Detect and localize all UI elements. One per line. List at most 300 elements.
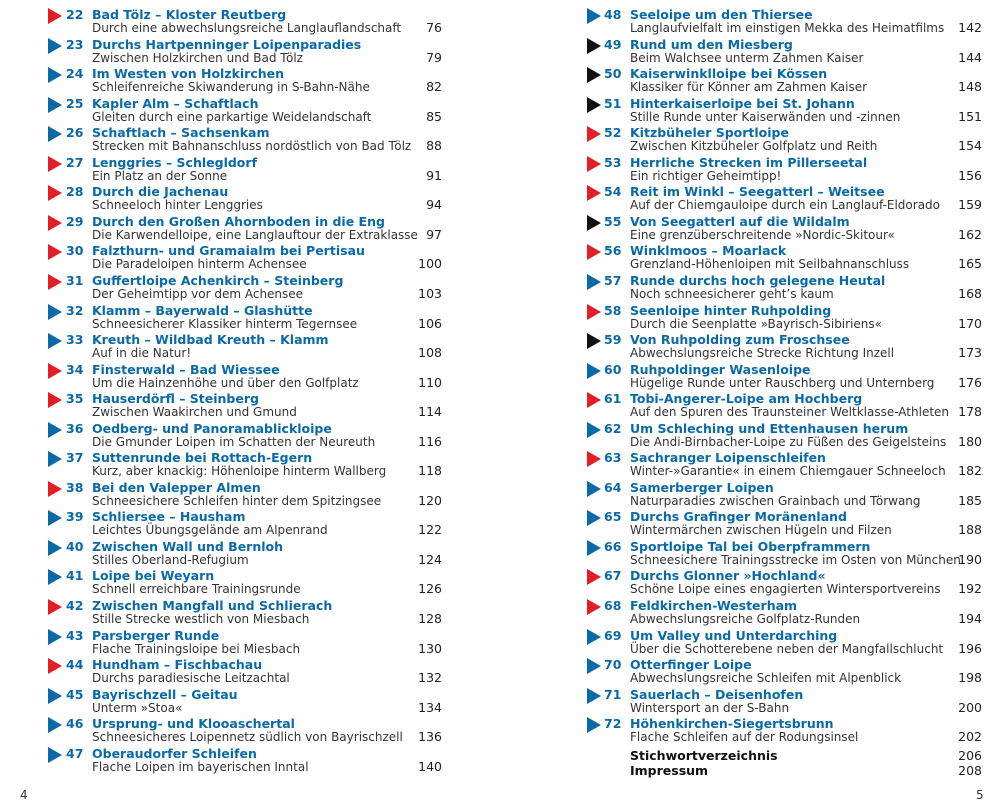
entry-number: 59 [604, 332, 622, 348]
entry-title[interactable]: Sportloipe Tal bei Oberpframmern [630, 538, 871, 554]
entry-subtitle: Gleiten durch eine parkartige Weidelandschaft [92, 109, 372, 124]
entry-title[interactable]: Reit im Winkl – Seegatterl – Weitsee [630, 184, 885, 200]
entry-page-number: 134 [418, 699, 442, 715]
triangle-marker-icon [48, 481, 62, 497]
entry-number: 64 [604, 479, 622, 495]
toc-entry[interactable] [500, 420, 990, 450]
entry-title[interactable]: Herrliche Strecken im Pillerseetal [630, 154, 868, 170]
entry-subtitle: Schneesicherer Klassiker hinterm Tegernsee [92, 316, 358, 331]
toc-entry[interactable] [500, 479, 990, 509]
entry-subtitle: Abwechslungsreiche Strecke Richtung Inzell [630, 346, 895, 361]
triangle-marker-icon [587, 451, 601, 467]
toc-entry[interactable] [500, 538, 990, 568]
entry-number: 24 [66, 66, 84, 82]
triangle-marker-icon [48, 8, 62, 24]
entry-number: 51 [604, 95, 622, 111]
triangle-marker-icon [48, 658, 62, 674]
entry-title[interactable]: Finsterwald – Bad Wiessee [92, 361, 280, 377]
entry-title[interactable]: Samerberger Loipen [630, 479, 774, 495]
toc-entry[interactable] [500, 124, 990, 154]
entry-title[interactable]: Parsberger Runde [92, 627, 220, 643]
toc-entry[interactable] [0, 361, 450, 391]
entry-number: 68 [604, 598, 622, 613]
toc-entry[interactable] [500, 656, 990, 686]
extra-page-number: 208 [958, 763, 982, 778]
entry-subtitle: Zwischen Holzkirchen und Bad Tölz [92, 50, 303, 65]
entry-number: 66 [604, 538, 622, 554]
triangle-marker-icon [48, 688, 62, 704]
entry-page-number: 76 [426, 20, 442, 35]
triangle-marker-icon [48, 392, 62, 408]
entry-page-number: 124 [418, 551, 442, 567]
toc-entry[interactable] [500, 302, 990, 332]
entry-subtitle: Stille Runde unter Kaiserwänden und -zinnen [630, 109, 901, 124]
entry-page-number: 100 [418, 256, 442, 272]
page-number-left: 4 [20, 788, 28, 802]
triangle-marker-icon [587, 333, 601, 349]
toc-entry[interactable] [0, 656, 450, 686]
entry-page-number: 151 [958, 108, 982, 124]
entry-number: 70 [604, 657, 622, 673]
toc-entry[interactable] [0, 420, 450, 450]
entry-page-number: 140 [418, 758, 442, 774]
toc-entry[interactable] [500, 449, 990, 479]
entry-title[interactable]: Guffertloipe Achenkirch – Steinberg [92, 272, 344, 288]
entry-number: 61 [604, 391, 622, 407]
entry-number: 28 [66, 184, 84, 200]
entry-subtitle: Schnell erreichbare Trainingsrunde [92, 582, 301, 597]
entry-number: 29 [66, 213, 84, 229]
entry-title[interactable]: Bei den Valepper Almen [92, 479, 261, 495]
entry-subtitle: Naturparadies zwischen Grainbach und Törwang [630, 493, 921, 508]
entry-number: 39 [66, 509, 84, 525]
toc-entry[interactable] [0, 390, 450, 420]
entry-title[interactable]: Durchs Grafinger Moränenland [630, 509, 847, 525]
entry-title[interactable]: Ursprung- und Klooaschertal [92, 716, 295, 732]
entry-number: 42 [66, 598, 84, 613]
entry-page-number: 194 [958, 611, 982, 626]
entry-subtitle: Langlaufvielfalt im einstigen Mekka des Heimatfilms [630, 21, 945, 35]
entry-page-number: 173 [958, 345, 982, 361]
entry-title[interactable]: Von Seegatterl auf die Wildalm [630, 213, 850, 229]
triangle-marker-icon [48, 185, 62, 201]
entry-title[interactable]: Hinterkaiserloipe bei St. Johann [630, 95, 855, 111]
entry-title[interactable]: Durch den Großen Ahornboden in die Eng [92, 213, 385, 229]
entry-title[interactable]: Hundham – Fischbachau [92, 657, 263, 673]
extra-title[interactable]: Stichwortverzeichnis [630, 748, 778, 763]
entry-number: 23 [66, 36, 84, 52]
entry-subtitle: Grenzland-Höhenloipen mit Seilbahnanschluss [630, 257, 910, 272]
entry-title[interactable]: Im Westen von Holzkirchen [92, 66, 285, 82]
toc-entry[interactable] [500, 567, 990, 597]
toc-entry[interactable] [0, 213, 450, 243]
page-number-right: 5 [976, 788, 984, 802]
entry-page-number: 190 [958, 551, 982, 567]
entry-subtitle: Schneesicheres Loipennetz südlich von Bayrischzell [92, 730, 403, 745]
entry-title[interactable]: Zwischen Mangfall und Schlierach [92, 598, 333, 613]
triangle-marker-icon [48, 156, 62, 172]
entry-subtitle: Stilles Oberland-Refugium [92, 552, 249, 567]
entry-title[interactable]: Bad Tölz – Kloster Reutberg [92, 7, 287, 22]
entry-title[interactable]: Tobi-Angerer-Loipe am Hochberg [630, 391, 863, 407]
triangle-marker-icon [587, 244, 601, 260]
toc-entry[interactable] [0, 124, 450, 154]
entry-number: 53 [604, 154, 622, 170]
entry-page-number: 154 [958, 138, 982, 154]
extra-title[interactable]: Impressum [630, 763, 709, 778]
toc-entry[interactable] [0, 6, 450, 36]
toc-entry[interactable] [0, 686, 450, 716]
entry-title[interactable]: Zwischen Wall und Bernloh [92, 538, 284, 554]
triangle-marker-icon [48, 97, 62, 113]
entry-number: 60 [604, 361, 622, 377]
entry-page-number: 196 [958, 640, 982, 656]
entry-number: 25 [66, 95, 84, 111]
entry-number: 27 [66, 154, 84, 170]
entry-page-number: 188 [958, 522, 982, 538]
entry-page-number: 122 [418, 522, 442, 538]
entry-subtitle: Ein Platz an der Sonne [92, 168, 228, 183]
toc-entry[interactable] [0, 272, 450, 302]
entry-number: 26 [66, 125, 84, 141]
entry-subtitle: Die Karwendelloipe, eine Langlauftour der Extraklasse [92, 227, 418, 242]
triangle-marker-icon [587, 658, 601, 674]
triangle-marker-icon [48, 629, 62, 645]
entry-subtitle: Hügelige Runde unter Rauschberg und Unternberg [630, 375, 935, 390]
entry-page-number: 118 [418, 463, 442, 479]
entry-number: 45 [66, 686, 84, 702]
triangle-marker-icon [587, 274, 601, 290]
entry-title[interactable]: Bayrischzell – Geitau [92, 686, 238, 702]
triangle-marker-icon [48, 451, 62, 467]
triangle-marker-icon [587, 510, 601, 526]
entry-subtitle: Unterm »Stoa« [92, 700, 183, 715]
entry-page-number: 192 [958, 581, 982, 597]
entry-subtitle: Winter-»Garantie« in einem Chiemgauer Schneeloch [630, 464, 946, 479]
entry-subtitle: Durchs paradiesische Leitzachtal [92, 671, 290, 686]
entry-subtitle: Durch eine abwechslungsreiche Langlauflandschaft [92, 21, 402, 35]
toc-entry[interactable] [500, 627, 990, 657]
entry-subtitle: Kurz, aber knackig: Höhenloipe hinterm Wallberg [92, 464, 387, 479]
entry-number: 30 [66, 243, 84, 259]
triangle-marker-icon [48, 422, 62, 438]
entry-page-number: 176 [958, 374, 982, 390]
toc-entry[interactable] [500, 686, 990, 716]
entry-title[interactable]: Durch die Jachenau [92, 184, 229, 200]
toc-entry[interactable] [0, 449, 450, 479]
entry-page-number: 136 [418, 729, 442, 745]
toc-entry[interactable] [0, 36, 450, 66]
entry-title[interactable]: Lenggries – Schlegldorf [92, 154, 258, 170]
triangle-marker-icon [48, 717, 62, 733]
entry-subtitle: Um die Hainzenhöhe und über den Golfplatz [92, 375, 359, 390]
entry-number: 36 [66, 420, 84, 436]
entry-title[interactable]: Höhenkirchen-Siegertsbrunn [630, 716, 834, 732]
triangle-marker-icon [587, 629, 601, 645]
triangle-marker-icon [48, 274, 62, 290]
triangle-marker-icon [587, 363, 601, 379]
toc-entry[interactable] [0, 627, 450, 657]
entry-title[interactable]: Sachranger Loipenschleifen [630, 450, 826, 466]
entry-page-number: 120 [418, 492, 442, 508]
entry-subtitle: Zwischen Kitzbüheler Golfplatz und Reith [630, 139, 878, 154]
entry-number: 65 [604, 509, 622, 525]
triangle-marker-icon [587, 38, 601, 54]
entry-title[interactable]: Um Valley und Unterdarching [630, 627, 838, 643]
entry-page-number: 178 [958, 404, 982, 420]
toc-entry[interactable] [0, 242, 450, 272]
entry-title[interactable]: Um Schleching und Ettenhausen herum [630, 420, 909, 436]
toc-entry[interactable] [500, 331, 990, 361]
entry-page-number: 130 [418, 640, 442, 656]
entry-number: 54 [604, 184, 622, 200]
entry-title[interactable]: Hauserdörfl – Steinberg [92, 391, 259, 407]
entry-number: 47 [66, 745, 84, 761]
entry-page-number: 114 [418, 404, 442, 420]
triangle-marker-icon [587, 422, 601, 438]
entry-title[interactable]: Kitzbüheler Sportloipe [630, 125, 789, 141]
entry-number: 49 [604, 36, 622, 52]
triangle-marker-icon [587, 688, 601, 704]
toc-entry[interactable] [500, 715, 990, 745]
toc-entry[interactable] [500, 95, 990, 125]
toc-entry[interactable] [500, 272, 990, 302]
toc-entry[interactable] [500, 213, 990, 243]
entry-page-number: 108 [418, 345, 442, 361]
triangle-marker-icon [587, 481, 601, 497]
entry-number: 22 [66, 7, 84, 22]
entry-subtitle: Auf den Spuren des Traunsteiner Weltklasse-Athleten [630, 405, 950, 420]
triangle-marker-icon [587, 126, 601, 142]
entry-subtitle: Die Andi-Birnbacher-Loipe zu Füßen des Geigelsteins [630, 434, 947, 449]
entry-page-number: 128 [418, 611, 442, 626]
entry-subtitle: Flache Schleifen auf der Rodungsinsel [630, 730, 859, 745]
entry-number: 43 [66, 627, 84, 643]
toc-entry[interactable] [500, 65, 990, 95]
entry-page-number: 97 [426, 226, 442, 242]
entry-title[interactable]: Otterfinger Loipe [630, 657, 752, 673]
entry-subtitle: Eine grenzüberschreitende »Nordic-Skitour« [630, 227, 895, 242]
entry-title[interactable]: Falzthurn- und Gramaialm bei Pertisau [92, 243, 365, 259]
entry-page-number: 132 [418, 670, 442, 686]
toc-entry[interactable] [500, 154, 990, 184]
entry-page-number: 185 [958, 492, 982, 508]
entry-title[interactable]: Kapler Alm – Schaftlach [92, 95, 259, 111]
triangle-marker-icon [587, 569, 601, 585]
triangle-marker-icon [48, 569, 62, 585]
entry-number: 31 [66, 272, 84, 288]
triangle-marker-icon [587, 304, 601, 320]
entry-title[interactable]: Durchs Hartpenninger Loipenparadies [92, 36, 362, 52]
entry-number: 37 [66, 450, 84, 466]
triangle-marker-icon [587, 97, 601, 113]
entry-page-number: 82 [426, 79, 442, 95]
entry-number: 57 [604, 272, 622, 288]
entry-page-number: 116 [418, 433, 442, 449]
triangle-marker-icon [587, 599, 601, 615]
entry-subtitle: Schneesichere Schleifen hinter dem Spitzingsee [92, 493, 382, 508]
toc-entry[interactable] [500, 183, 990, 213]
entry-subtitle: Stille Strecke westlich von Miesbach [92, 612, 310, 626]
entry-subtitle: Die Gmunder Loipen im Schatten der Neureuth [92, 434, 376, 449]
entry-subtitle: Über die Schotterebene neben der Mangfallschlucht [630, 641, 944, 656]
entry-number: 56 [604, 243, 622, 259]
entry-number: 50 [604, 66, 622, 82]
entry-subtitle: Schöne Loipe eines engagierten Wintersportvereins [630, 582, 941, 597]
entry-subtitle: Strecken mit Bahnanschluss nordöstlich von Bad Tölz [92, 139, 412, 154]
entry-page-number: 144 [958, 49, 982, 65]
toc-entry[interactable] [500, 597, 990, 627]
entry-number: 72 [604, 716, 622, 732]
toc-entry[interactable] [0, 715, 450, 745]
entry-subtitle: Schleifenreiche Skiwanderung in S-Bahn-Nähe [92, 80, 370, 95]
toc-entry[interactable] [500, 390, 990, 420]
entry-page-number: 162 [958, 226, 982, 242]
triangle-marker-icon [48, 747, 62, 763]
entry-title[interactable]: Oberaudorfer Schleifen [92, 745, 257, 761]
entry-number: 34 [66, 361, 84, 377]
toc-entry[interactable] [0, 508, 450, 538]
entry-page-number: 106 [418, 315, 442, 331]
toc-entry[interactable] [500, 36, 990, 66]
toc-entry[interactable] [0, 567, 450, 597]
entry-subtitle: Auf in die Natur! [92, 346, 192, 361]
entry-subtitle: Durch die Seenplatte »Bayrisch-Sibiriens« [630, 316, 882, 331]
triangle-marker-icon [48, 38, 62, 54]
entry-page-number: 168 [958, 285, 982, 301]
triangle-marker-icon [587, 540, 601, 556]
triangle-marker-icon [587, 156, 601, 172]
triangle-marker-icon [48, 510, 62, 526]
toc-entry[interactable] [500, 361, 990, 391]
entry-title[interactable]: Winklmoos – Moarlack [630, 243, 787, 259]
entry-page-number: 110 [418, 374, 442, 390]
entry-number: 32 [66, 302, 84, 318]
entry-title[interactable]: Oedberg- und Panoramablickloipe [92, 420, 332, 436]
entry-subtitle: Wintersport an der S-Bahn [630, 700, 790, 715]
entry-title[interactable]: Rund um den Miesberg [630, 36, 793, 52]
entry-title[interactable]: Durchs Glonner »Hochland« [630, 568, 826, 584]
entry-number: 35 [66, 391, 84, 407]
triangle-marker-icon [587, 717, 601, 733]
entry-number: 55 [604, 213, 622, 229]
entry-subtitle: Flache Loipen im bayerischen Inntal [92, 759, 309, 774]
entry-subtitle: Schneesichere Trainingsstrecke im Osten von München [630, 552, 961, 567]
entry-page-number: 85 [426, 108, 442, 124]
entry-title[interactable]: Klamm – Bayerwald – Glashütte [92, 302, 313, 318]
entry-page-number: 198 [958, 670, 982, 686]
entry-page-number: 142 [958, 20, 982, 35]
toc-entry[interactable] [0, 183, 450, 213]
triangle-marker-icon [48, 599, 62, 615]
toc-entry[interactable] [0, 745, 450, 775]
entry-page-number: 88 [426, 138, 442, 154]
entry-number: 69 [604, 627, 622, 643]
entry-number: 46 [66, 716, 84, 732]
entry-number: 67 [604, 568, 622, 584]
toc-entry[interactable] [0, 331, 450, 361]
entry-page-number: 170 [958, 315, 982, 331]
triangle-marker-icon [587, 215, 601, 231]
entry-page-number: 180 [958, 433, 982, 449]
entry-subtitle: Wintermärchen zwischen Hügeln und Filzen [630, 523, 892, 538]
entry-page-number: 200 [958, 699, 982, 715]
toc-extra-entry[interactable] [500, 763, 990, 781]
entry-page-number: 126 [418, 581, 442, 597]
entry-subtitle: Der Geheimtipp vor dem Achensee [92, 286, 304, 301]
entry-page-number: 94 [426, 197, 442, 213]
entry-title[interactable]: Kreuth – Wildbad Kreuth – Klamm [92, 332, 329, 348]
entry-page-number: 182 [958, 463, 982, 479]
entry-title[interactable]: Sauerlach – Deisenhofen [630, 686, 804, 702]
toc-entry[interactable] [0, 302, 450, 332]
triangle-marker-icon [48, 67, 62, 83]
toc-entry[interactable] [0, 154, 450, 184]
triangle-marker-icon [587, 185, 601, 201]
triangle-marker-icon [48, 333, 62, 349]
entry-subtitle: Abwechslungsreiche Golfplatz-Runden [630, 612, 861, 626]
toc-entry[interactable] [500, 242, 990, 272]
entry-number: 40 [66, 538, 84, 554]
entry-number: 44 [66, 657, 84, 673]
triangle-marker-icon [48, 215, 62, 231]
entry-page-number: 165 [958, 256, 982, 272]
entry-number: 38 [66, 479, 84, 495]
toc-entry[interactable] [500, 508, 990, 538]
entry-title[interactable]: Von Ruhpolding zum Froschsee [630, 332, 850, 348]
toc-entry[interactable] [0, 479, 450, 509]
entry-title[interactable]: Loipe bei Weyarn [92, 568, 215, 584]
triangle-marker-icon [48, 244, 62, 260]
entry-page-number: 148 [958, 79, 982, 95]
toc-entry[interactable] [0, 538, 450, 568]
entry-number: 71 [604, 686, 622, 702]
entry-subtitle: Zwischen Waakirchen und Gmund [92, 405, 297, 420]
entry-title[interactable]: Schliersee – Hausham [92, 509, 246, 525]
entry-subtitle: Die Paradeloipen hinterm Achensee [92, 257, 307, 272]
entry-subtitle: Beim Walchsee unterm Zahmen Kaiser [630, 50, 864, 65]
entry-title[interactable]: Kaiserwinklloipe bei Kössen [630, 66, 828, 82]
entry-subtitle: Ein richtiger Geheimtipp! [630, 168, 782, 183]
entry-title[interactable]: Seenloipe hinter Ruhpolding [630, 302, 832, 318]
triangle-marker-icon [48, 304, 62, 320]
entry-page-number: 156 [958, 167, 982, 183]
triangle-marker-icon [587, 8, 601, 24]
entry-subtitle: Abwechslungsreiche Schleifen mit Alpenblick [630, 671, 902, 686]
entry-page-number: 103 [418, 285, 442, 301]
triangle-marker-icon [587, 392, 601, 408]
entry-page-number: 91 [426, 167, 442, 183]
entry-subtitle: Flache Trainingsloipe bei Miesbach [92, 641, 301, 656]
toc-entry[interactable] [500, 6, 990, 36]
entry-title[interactable]: Runde durchs hoch gelegene Heutal [630, 272, 886, 288]
entry-subtitle: Leichtes Übungsgelände am Alpenrand [92, 523, 328, 538]
entry-title[interactable]: Ruhpoldinger Wasenloipe [630, 361, 811, 377]
entry-title[interactable]: Seeloipe um den Thiersee [630, 7, 813, 22]
toc-entry[interactable] [0, 65, 450, 95]
entry-number: 63 [604, 450, 622, 466]
entry-number: 58 [604, 302, 622, 318]
entry-title[interactable]: Suttenrunde bei Rottach-Egern [92, 450, 313, 466]
entry-title[interactable]: Feldkirchen-Westerham [630, 598, 798, 613]
entry-number: 52 [604, 125, 622, 141]
entry-subtitle: Schneeloch hinter Lenggries [92, 198, 263, 213]
toc-entry[interactable] [0, 597, 450, 627]
entry-title[interactable]: Schaftlach – Sachsenkam [92, 125, 270, 141]
entry-page-number: 159 [958, 197, 982, 213]
triangle-marker-icon [587, 67, 601, 83]
toc-entry[interactable] [0, 95, 450, 125]
